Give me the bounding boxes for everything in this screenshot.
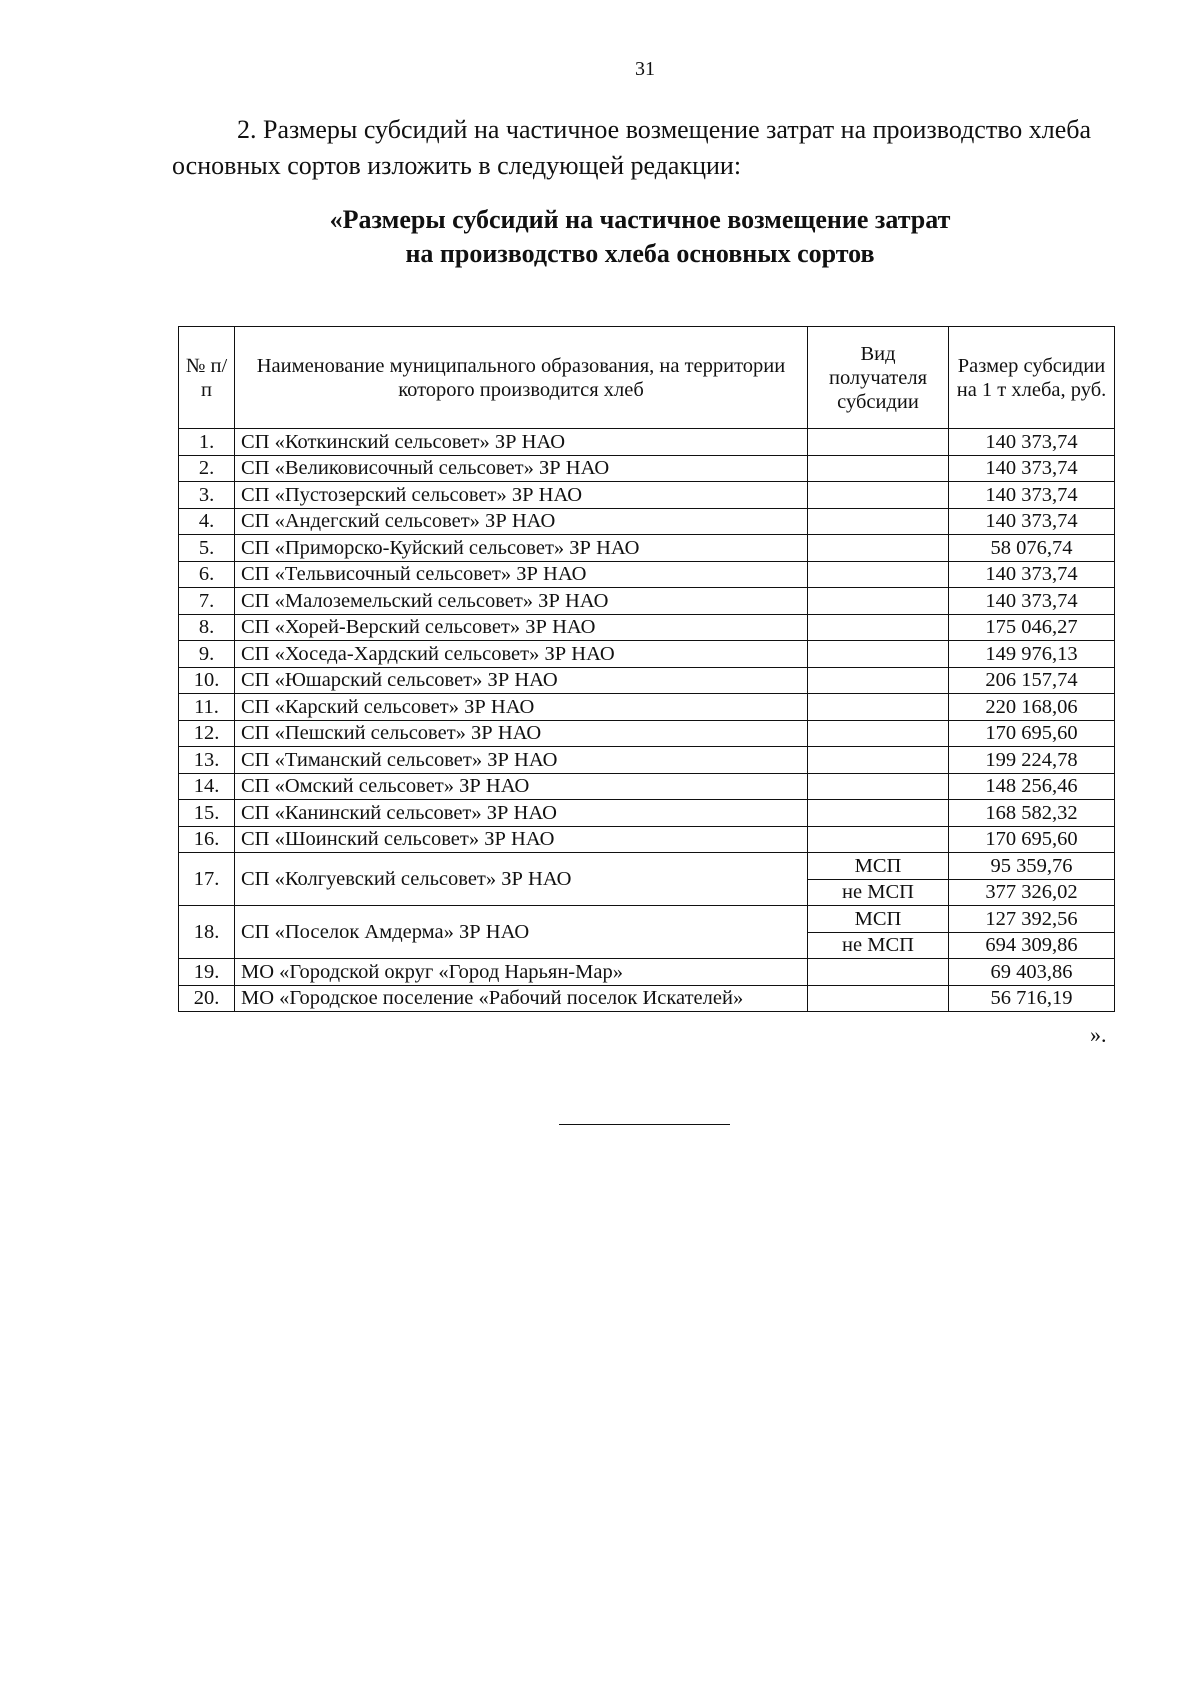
row-number: 1. [179, 429, 235, 456]
row-number: 12. [179, 720, 235, 747]
row-amount: 69 403,86 [949, 959, 1115, 986]
table-row [179, 641, 1115, 668]
subsidies-table [178, 326, 1115, 1012]
row-municipality: СП «Хорей-Верский сельсовет» ЗР НАО [235, 614, 808, 641]
row-recipient-kind: МСП [808, 853, 949, 880]
table-row [179, 720, 1115, 747]
row-municipality: СП «Пустозерский сельсовет» ЗР НАО [235, 482, 808, 509]
table-row [179, 482, 1115, 509]
row-recipient-kind [808, 747, 949, 774]
table-header-row [179, 327, 1115, 429]
row-amount: 175 046,27 [949, 614, 1115, 641]
table-row [179, 694, 1115, 721]
row-amount: 140 373,74 [949, 588, 1115, 615]
table-row [179, 535, 1115, 562]
table-title-line-2: на производство хлеба основных сортов [405, 239, 875, 268]
table-row [179, 508, 1115, 535]
table-row [179, 429, 1115, 456]
row-number: 2. [179, 455, 235, 482]
row-municipality: СП «Хоседа-Хардский сельсовет» ЗР НАО [235, 641, 808, 668]
row-number: 16. [179, 826, 235, 853]
row-recipient-kind [808, 985, 949, 1012]
row-recipient-kind [808, 561, 949, 588]
table-row [179, 614, 1115, 641]
separator-line [559, 1124, 730, 1125]
row-number: 3. [179, 482, 235, 509]
row-number: 11. [179, 694, 235, 721]
row-municipality: СП «Тиманский сельсовет» ЗР НАО [235, 747, 808, 774]
table-row [179, 588, 1115, 615]
row-amount: 168 582,32 [949, 800, 1115, 827]
row-municipality: СП «Юшарский сельсовет» ЗР НАО [235, 667, 808, 694]
row-number: 6. [179, 561, 235, 588]
row-recipient-kind [808, 773, 949, 800]
header-kind: Вид получателя субсидии [808, 327, 949, 429]
row-recipient-kind [808, 614, 949, 641]
row-municipality: МО «Городской округ «Город Нарьян-Мар» [235, 959, 808, 986]
row-recipient-kind [808, 667, 949, 694]
header-num: № п/п [179, 327, 235, 429]
header-amount: Размер субсидии на 1 т хлеба, руб. [949, 327, 1115, 429]
row-recipient-kind [808, 694, 949, 721]
row-amount: 220 168,06 [949, 694, 1115, 721]
row-number: 8. [179, 614, 235, 641]
closing-quote: ». [1090, 1022, 1107, 1047]
row-municipality: СП «Приморско-Куйский сельсовет» ЗР НАО [235, 535, 808, 562]
row-recipient-kind [808, 800, 949, 827]
row-amount: 140 373,74 [949, 429, 1115, 456]
row-recipient-kind [808, 455, 949, 482]
row-number: 15. [179, 800, 235, 827]
row-municipality: СП «Андегский сельсовет» ЗР НАО [235, 508, 808, 535]
table-row [179, 667, 1115, 694]
row-amount: 58 076,74 [949, 535, 1115, 562]
row-municipality: СП «Малоземельский сельсовет» ЗР НАО [235, 588, 808, 615]
row-municipality: СП «Колгуевский сельсовет» ЗР НАО [235, 853, 808, 906]
row-municipality: СП «Тельвисочный сельсовет» ЗР НАО [235, 561, 808, 588]
header-name: Наименование муниципального образования, на территории которого производится хлеб [235, 327, 808, 429]
row-amount: 95 359,76 [949, 853, 1115, 880]
row-amount: 170 695,60 [949, 826, 1115, 853]
row-amount: 140 373,74 [949, 561, 1115, 588]
row-amount: 140 373,74 [949, 455, 1115, 482]
row-recipient-kind [808, 720, 949, 747]
table-row [179, 561, 1115, 588]
page-number: 31 [635, 58, 655, 80]
table-title [200, 203, 1080, 271]
row-recipient-kind: не МСП [808, 879, 949, 906]
row-amount: 56 716,19 [949, 985, 1115, 1012]
row-amount: 140 373,74 [949, 508, 1115, 535]
table-body [179, 429, 1115, 1012]
row-amount: 199 224,78 [949, 747, 1115, 774]
row-municipality: СП «Шоинский сельсовет» ЗР НАО [235, 826, 808, 853]
row-municipality: СП «Омский сельсовет» ЗР НАО [235, 773, 808, 800]
row-number: 14. [179, 773, 235, 800]
intro-paragraph: 2. Размеры субсидий на частичное возмещение затрат на производство хлеба основных сортов изложить в следующей редакции: [172, 115, 1092, 180]
row-recipient-kind [808, 641, 949, 668]
row-municipality: СП «Канинский сельсовет» ЗР НАО [235, 800, 808, 827]
row-amount: 149 976,13 [949, 641, 1115, 668]
row-recipient-kind [808, 826, 949, 853]
row-municipality: СП «Коткинский сельсовет» ЗР НАО [235, 429, 808, 456]
row-number: 13. [179, 747, 235, 774]
row-recipient-kind [808, 508, 949, 535]
row-recipient-kind [808, 588, 949, 615]
row-amount: 148 256,46 [949, 773, 1115, 800]
row-number: 18. [179, 906, 235, 959]
row-amount: 206 157,74 [949, 667, 1115, 694]
table-title-line-1: «Размеры субсидий на частичное возмещение затрат [329, 205, 951, 234]
table-row [179, 747, 1115, 774]
row-number: 17. [179, 853, 235, 906]
row-number: 19. [179, 959, 235, 986]
row-amount: 694 309,86 [949, 932, 1115, 959]
row-municipality: СП «Пешский сельсовет» ЗР НАО [235, 720, 808, 747]
table-row [179, 800, 1115, 827]
row-number: 10. [179, 667, 235, 694]
row-amount: 140 373,74 [949, 482, 1115, 509]
row-municipality: МО «Городское поселение «Рабочий поселок Искателей» [235, 985, 808, 1012]
table-row [179, 853, 1115, 880]
table-row [179, 826, 1115, 853]
row-amount: 170 695,60 [949, 720, 1115, 747]
row-number: 20. [179, 985, 235, 1012]
row-amount: 377 326,02 [949, 879, 1115, 906]
table-row [179, 959, 1115, 986]
row-recipient-kind: не МСП [808, 932, 949, 959]
table-row [179, 906, 1115, 933]
row-number: 7. [179, 588, 235, 615]
row-municipality: СП «Великовисочный сельсовет» ЗР НАО [235, 455, 808, 482]
row-number: 5. [179, 535, 235, 562]
row-municipality: СП «Поселок Амдерма» ЗР НАО [235, 906, 808, 959]
row-recipient-kind [808, 535, 949, 562]
row-municipality: СП «Карский сельсовет» ЗР НАО [235, 694, 808, 721]
row-recipient-kind [808, 482, 949, 509]
table-row [179, 773, 1115, 800]
row-recipient-kind [808, 959, 949, 986]
row-number: 4. [179, 508, 235, 535]
row-recipient-kind: МСП [808, 906, 949, 933]
table-row [179, 455, 1115, 482]
row-number: 9. [179, 641, 235, 668]
row-recipient-kind [808, 429, 949, 456]
row-amount: 127 392,56 [949, 906, 1115, 933]
table-row [179, 985, 1115, 1012]
